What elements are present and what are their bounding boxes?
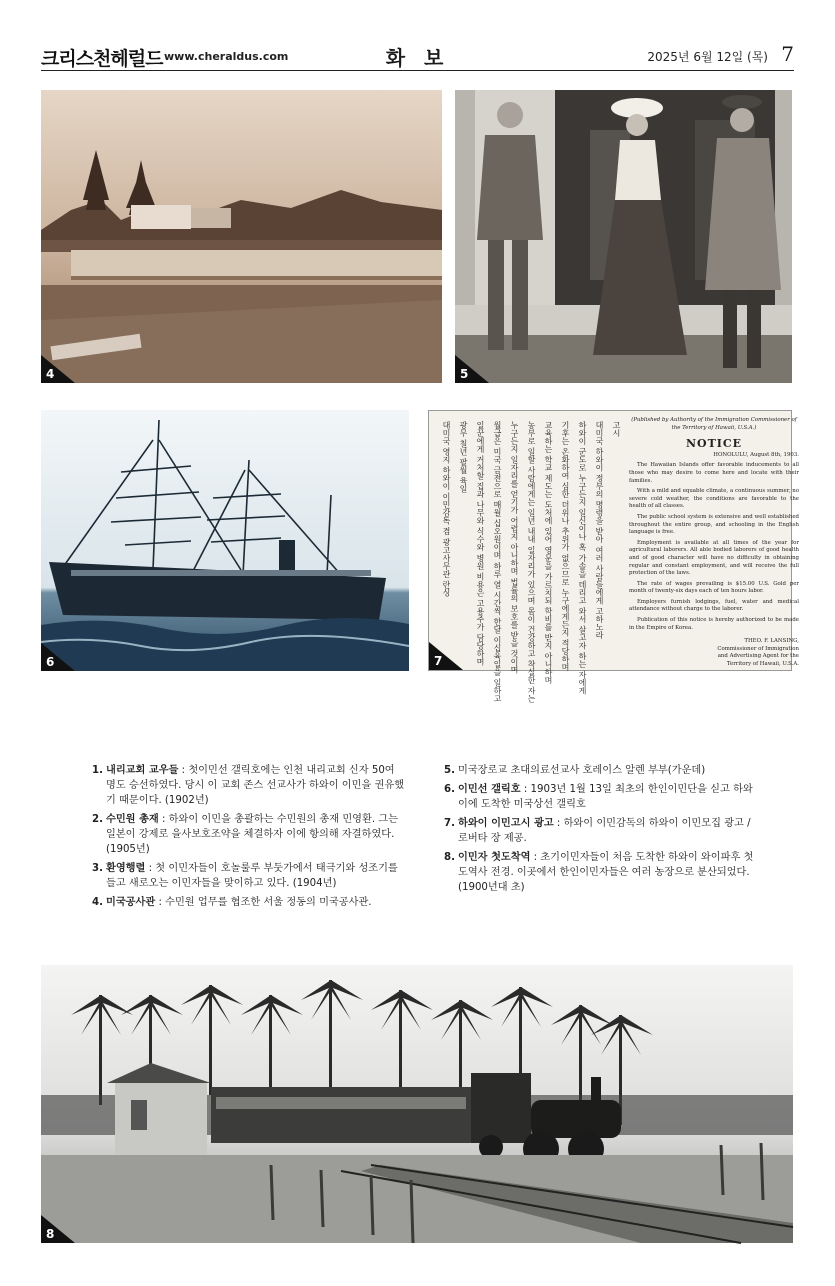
caption-number: 5. xyxy=(444,765,455,776)
caption-item xyxy=(92,763,406,808)
photo-waipahu-station: 8 xyxy=(41,965,793,1243)
issue-date: 2025년 6월 12일 (목) xyxy=(647,50,768,64)
section-title: 화 보 xyxy=(385,46,450,70)
caption-text: : 첫 이민자들이 호놀룰루 부둣가에서 태극기와 성조기를 들고 새로오는 이민자들을 맞이하고 있다. (1904년) xyxy=(106,863,398,889)
captions-left xyxy=(92,763,406,914)
caption-title: 내리교회 교우들 xyxy=(106,765,179,776)
caption-number: 4. xyxy=(92,897,103,908)
caption-number: 7. xyxy=(444,818,455,829)
caption-text: 미국장로교 초대의료선교사 호레이스 알렌 부부(가운데) xyxy=(458,765,706,776)
notice-korean-column: 고시 xyxy=(612,421,621,437)
caption-item xyxy=(444,850,762,895)
notice-korean-column: 농부로 일할 사람에게는 일년 내내 일자리가 있으며 몸이 건강하고 착실한 자는 xyxy=(527,421,536,703)
caption-number: 6. xyxy=(444,784,455,795)
photo-waipahu-station-image xyxy=(41,965,793,1243)
caption-title: 하와이 이민고시 광고 xyxy=(458,818,554,829)
notice-paragraph: With a mild and equable climate, a continuous summer, no severe cold weather, the conditions are favorable to the health of all classes. xyxy=(629,488,799,510)
caption-title: 환영행렬 xyxy=(106,863,146,874)
immigration-notice: 고시 대미국 하와이 정부의 명령을 받아 여러 사람들에게 고하노라 하와이 군도로 누구든지 일신이나 혹 가솔을 데리고 와서 살고자 하는 자에게 기후는 온화하여 심한 더위나 추위가 없으므로 누구에게든지 적당하며 교육하는 학교 제도는 도처에 있어 영문을 가르치되 학비를 받지 아니하며 농부로 일할 사람에게는 일년 내내 일자리가 있으며 몸이 건강하고 착실한 자는 누구든지 일자리를 얻기가 어렵지 아니하며 법률의 보호를 받을 것이며 월급은 미국 금전으로 매월 십오원이며 하루 열 시간씩 한달 이십육일을 일하고 일꾼에게 거처할 집과 나무와 식수와 병원 비용은 고용주가 담당하며 광무 칠년 팔월 육일 대미국 영지 하와이 이민감독 겸 광고사무관 란싱 (Published by Authority of the Immigration Commissioner of the Territory of Hawaii, U.S.A.) NOTICE HONOLULU, August 8th, 1903. The Hawaiian Islands offer favorable inducements to all those who may desire to come here and locate with their families. With a mild and equable climate, a continuous summer, no severe cold weather, the conditions are favorable to the health of all classes. The public school system is extensive and well established throughout the entire group, and schooling in the English language is free. Employment is available at all times of the year for agricultural laborers. All able bodied laborers of good health and of good character will have no difficulty in obtaining regular and constant employment, and will receive the full protection of the laws. The rate of wages prevailing is $15.00 U.S. Gold per month of twenty-six days each of ten hours labor. Employers furnish lodgings, fuel, water and medical attendance without charge to the laborer. Publication of this notice is hereby authorized to be made in the Empire of Korea. THEO. F. LANSING, Commissioner of Immigration and Advertising Agent for the Territory of Hawaii, U.S.A. 7 xyxy=(428,410,792,671)
notice-korean-column: 교육하는 학교 제도는 도처에 있어 영문을 가르치되 학비를 받지 아니하며 xyxy=(544,421,553,684)
website-url[interactable]: www.cheraldus.com xyxy=(164,50,289,63)
notice-signature xyxy=(629,638,799,668)
caption-text: : 수민원 업무를 협조한 서울 정동의 미국공사관. xyxy=(155,897,372,908)
notice-paragraph: Publication of this notice is hereby authorized to be made in the Empire of Korea. xyxy=(629,617,799,631)
caption-title: 수민원 총재 xyxy=(106,814,159,825)
notice-korean-column: 일꾼에게 거처할 집과 나무와 식수와 병원 비용은 고용주가 담당하며 xyxy=(476,421,485,666)
captions-right xyxy=(444,763,762,899)
notice-paragraph: The public school system is extensive and well established throughout the entire group, and schooling in the English language is free. xyxy=(629,513,799,536)
notice-dateline: HONOLULU, August 8th, 1903. xyxy=(713,451,799,458)
notice-paragraph: Employers furnish lodgings, fuel, water and medical attendance without charge to the laborer. xyxy=(629,598,799,613)
caption-number: 3. xyxy=(92,863,103,874)
notice-header: (Published by Authority of the Immigration Commissioner of the Territory of Hawaii, U.S.A.) xyxy=(631,417,797,431)
caption-text: : 하와이 이민감독의 하와이 이민모집 광고 / 로버타 장 제공. xyxy=(458,818,751,844)
notice-korean-column: 월급은 미국 금전으로 매월 십오원이며 하루 열 시간씩 한달 이십육일을 일하고 xyxy=(493,421,502,703)
caption-text: : 초기이민자들이 처음 도착한 하와이 와이파후 첫도역사 전경. 이곳에서 한인이민자들은 여러 농장으로 분산되었다. (1900년대 초) xyxy=(458,852,754,893)
caption-title: 이민선 갤릭호 xyxy=(458,784,521,795)
caption-text: : 1903년 1월 13일 최초의 한인이민단을 싣고 하와이에 도착한 미국상선 갤릭호 xyxy=(458,784,753,810)
header-rule xyxy=(41,70,794,71)
notice-korean-column: 대미국 영지 하와이 이민감독 겸 광고사무관 란싱 xyxy=(442,421,451,597)
caption-item xyxy=(444,763,762,778)
page-number: 7 xyxy=(781,42,794,66)
caption-item xyxy=(444,816,762,846)
page-header xyxy=(41,40,794,70)
photo-gaelic-ship-image xyxy=(41,410,409,671)
signature-line: Territory of Hawaii, U.S.A. xyxy=(726,661,799,668)
photo-us-legation: 4 xyxy=(41,90,442,383)
caption-title: 이민자 첫도착역 xyxy=(458,852,531,863)
notice-korean-column: 광무 칠년 팔월 육일 xyxy=(459,421,468,493)
newspaper-logo[interactable]: 크리스천헤럴드 xyxy=(41,48,163,70)
photo-gaelic-ship: 6 xyxy=(41,410,409,671)
caption-item xyxy=(92,812,406,857)
caption-number: 1. xyxy=(92,765,103,776)
notice-paragraph: The Hawaiian Islands offer favorable inducements to all those who may desire to come here and locate with their families. xyxy=(629,462,799,484)
caption-item xyxy=(92,861,406,891)
notice-korean-column: 하와이 군도로 누구든지 일신이나 혹 가솔을 데리고 와서 살고자 하는 자에게 xyxy=(578,421,587,695)
signature-line: THEO. F. LANSING, xyxy=(744,638,799,645)
signature-line: and Advertising Agent for the xyxy=(717,653,799,660)
caption-number: 8. xyxy=(444,852,455,863)
notice-english-text xyxy=(629,417,799,669)
notice-paragraph: Employment is available at all times of the year for agricultural laborers. All able bodied laborers of good health and of good character will have no difficulty in obtaining regular and constant employment, and will receive the full protection of the laws. xyxy=(629,539,799,577)
photo-us-legation-image xyxy=(41,90,442,383)
photo-allen-couple-image xyxy=(455,90,792,383)
notice-title: NOTICE xyxy=(685,437,743,451)
caption-text: : 하와이 이민을 총괄하는 수민원의 총재 민영환. 그는 일본이 강제로 을사보호조약을 체결하자 이에 항의해 자결하였다. (1905년) xyxy=(106,814,399,855)
caption-number: 2. xyxy=(92,814,103,825)
caption-text: : 첫이민선 갤릭호에는 인천 내리교회 신자 50여 명도 승선하였다. 당시 이 교회 존스 선교사가 하와이 이민을 권유했기 때문이다. (1902년) xyxy=(106,765,405,806)
photo-allen-couple: 5 xyxy=(455,90,792,383)
caption-title: 미국공사관 xyxy=(106,897,156,908)
notice-paragraph: The rate of wages prevailing is $15.00 U.S. Gold per month of twenty-six days each of ten hours labor. xyxy=(629,580,799,595)
notice-korean-column: 기후는 온화하여 심한 더위나 추위가 없으므로 누구에게든지 적당하며 xyxy=(561,421,570,671)
caption-item xyxy=(444,782,762,812)
notice-korean-column: 누구든지 일자리를 얻기가 어렵지 아니하며 법률의 보호를 받을 것이며 xyxy=(510,421,519,674)
signature-line: Commissioner of Immigration xyxy=(717,645,799,652)
notice-korean-column: 대미국 하와이 정부의 명령을 받아 여러 사람들에게 고하노라 xyxy=(595,421,604,639)
caption-item xyxy=(92,895,406,910)
